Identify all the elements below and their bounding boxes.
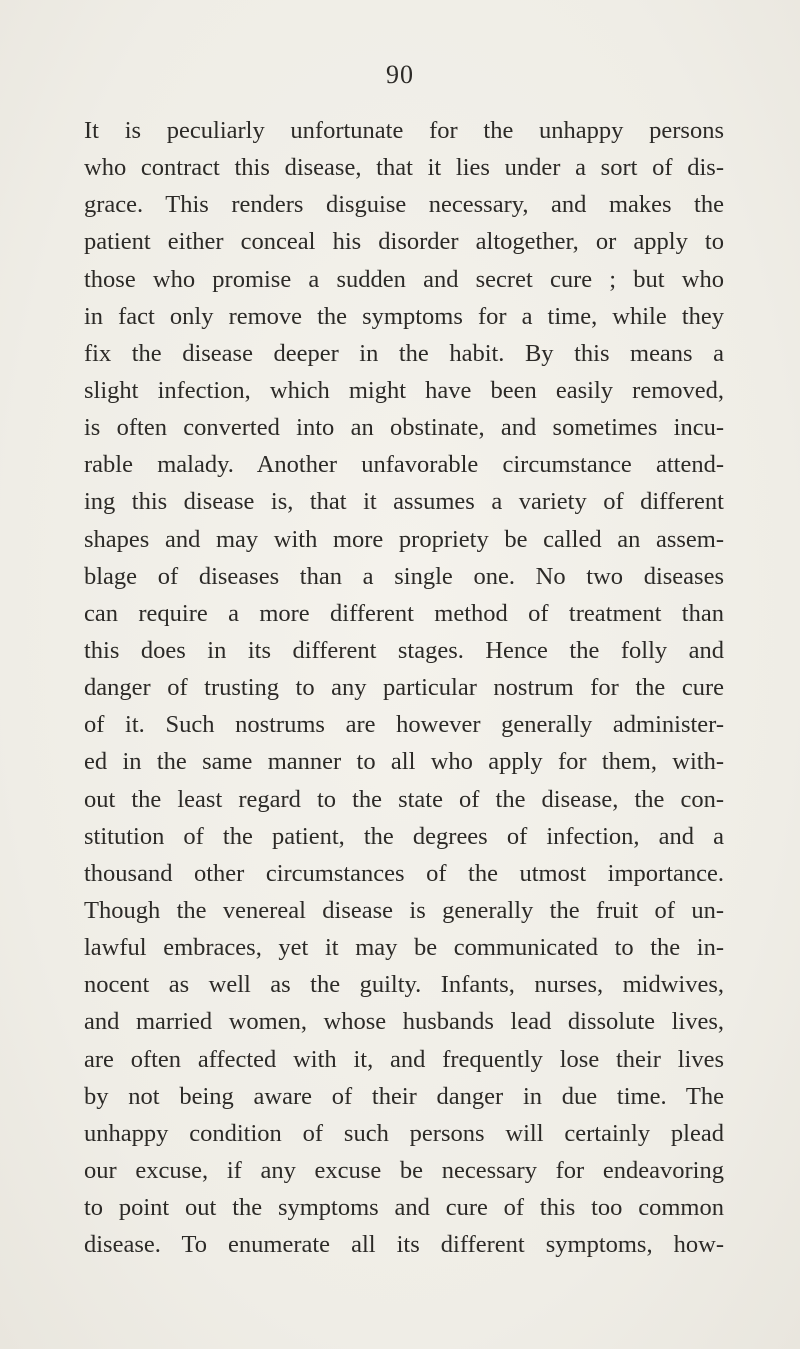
text-line: of it. Such nostrums are however generally administer- (84, 711, 724, 739)
text-line: It is peculiarly unfortunate for the unhappy persons (84, 117, 724, 144)
text-line: this does in its different stages. Hence the folly and (84, 636, 724, 664)
text-line: fix the disease deeper in the habit. By this means a (84, 339, 724, 367)
page-number: 90 (386, 60, 414, 89)
text-line: thousand other circumstances of the utmost importance. (84, 859, 724, 887)
text-line: in fact only remove the symptoms for a time, while they (84, 302, 724, 330)
text-line: are often affected with it, and frequently lose their lives (84, 1045, 724, 1073)
text-line: out the least regard to the state of the disease, the con- (84, 785, 724, 813)
text-line: Though the venereal disease is generally the fruit of un- (84, 896, 724, 924)
text-line: our excuse, if any excuse be necessary for endeavoring (84, 1156, 724, 1184)
text-line: grace. This renders disguise necessary, and makes the (84, 191, 724, 219)
text-line: those who promise a sudden and secret cure ; but who (84, 265, 724, 293)
text-line: danger of trusting to any particular nostrum for the cure (84, 674, 724, 702)
text-line: unhappy condition of such persons will certainly plead (84, 1119, 724, 1147)
text-line: nocent as well as the guilty. Infants, nurses, midwives, (84, 971, 724, 999)
text-line: to point out the symptoms and cure of this too common (84, 1194, 724, 1222)
text-line: patient either conceal his disorder altogether, or apply to (84, 228, 724, 256)
text-line: shapes and may with more propriety be called an assem- (84, 525, 724, 553)
text-line: is often converted into an obstinate, and sometimes incu- (84, 414, 724, 442)
text-line: ing this disease is, that it assumes a variety of different (84, 488, 724, 516)
text-line: can require a more different method of treatment than (84, 599, 724, 627)
text-line: disease. To enumerate all its different symptoms, how- (84, 1231, 724, 1259)
text-line: and married women, whose husbands lead dissolute lives, (84, 1008, 724, 1036)
text-line: rable malady. Another unfavorable circumstance attend- (84, 451, 724, 479)
text-line: blage of diseases than a single one. No two diseases (84, 562, 724, 590)
text-line: ed in the same manner to all who apply for them, with- (84, 748, 724, 776)
text-line: lawful embraces, yet it may be communicated to the in- (84, 934, 724, 962)
text-line: who contract this disease, that it lies under a sort of dis- (84, 154, 724, 182)
body-paragraph (84, 112, 724, 1263)
text-line: stitution of the patient, the degrees of infection, and a (84, 822, 724, 850)
text-line: by not being aware of their danger in due time. The (84, 1082, 724, 1110)
text-line: slight infection, which might have been easily removed, (84, 376, 724, 404)
